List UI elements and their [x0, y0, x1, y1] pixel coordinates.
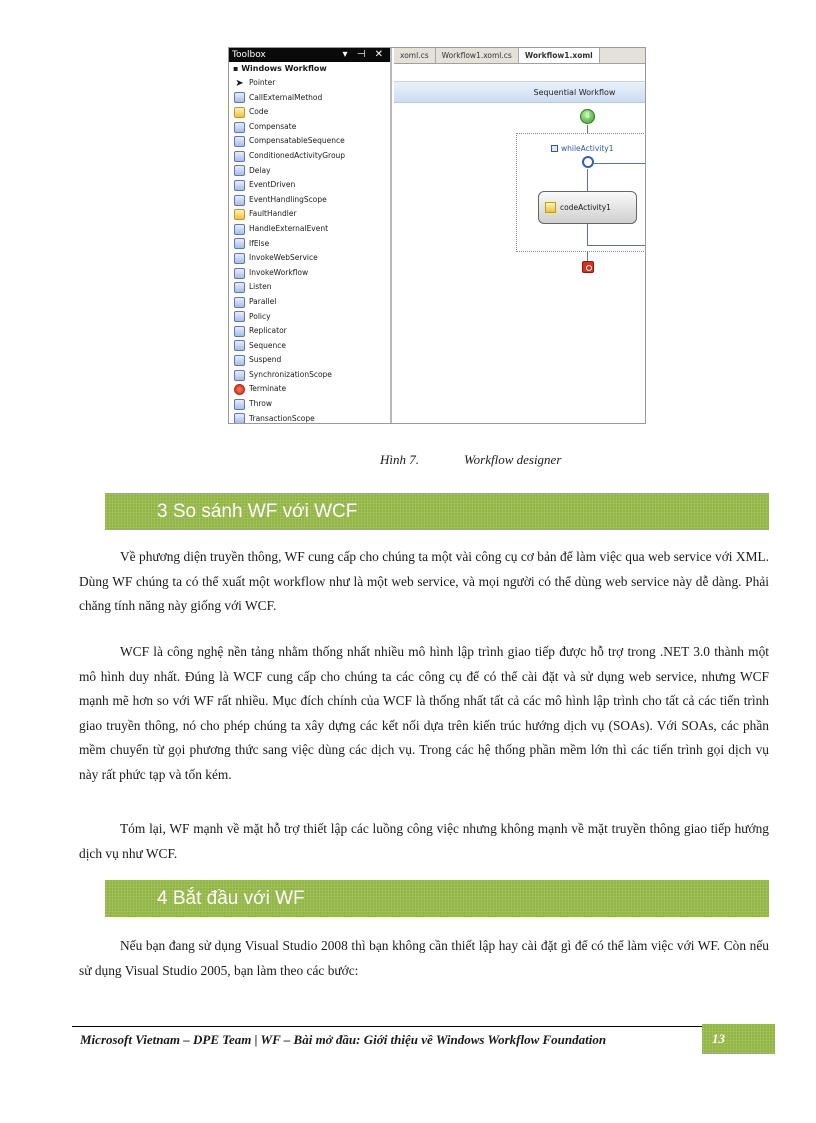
toolbox-item-label: Listen — [249, 282, 272, 292]
toolbox-item[interactable] — [229, 149, 390, 164]
sequential-workflow-header: Sequential Workflow — [394, 81, 645, 103]
document-tabs — [394, 48, 645, 64]
activity-icon — [234, 122, 245, 133]
toolbox-item-label: Terminate — [249, 384, 287, 394]
toolbox-item-label: Sequence — [249, 340, 286, 350]
toolbox-item[interactable] — [229, 266, 390, 281]
section-3-paragraph-2: WCF là công nghệ nền tảng nhằm thống nhất nhiều mô hình lập trình giao tiếp được hỗ trợ trong .NET 3.0 thành một mô hình duy nhất. Đúng là WCF cung cấp cho chúng ta các công cụ để có thể cài đặt và sử dụng web service, nhưng WCF mạnh mẽ hơn so với WF rất nhiều. Mục đích chính của WCF là thống nhất tất cả các mô hình lập trình cho tất cả các tiến trình giao truyền thông, nó cho phép chúng ta xây dựng các kết nối dựa trên kiến trúc hướng dịch vụ (SOAs). Với SOAs, các phần mềm chuyển từ gọi phương thức sang việc dùng các dịch vụ. Trong các hệ thống phần mềm lớn thì các tiến trình gọi dịch vụ này rất phức tạp và tốn kém. — [79, 644, 769, 782]
toolbox-item-label: InvokeWorkflow — [249, 267, 309, 277]
toolbox-item[interactable] — [229, 120, 390, 135]
toolbox-item-label: Parallel — [249, 296, 277, 306]
activity-icon — [234, 165, 245, 176]
toolbox-item-list — [229, 76, 390, 424]
toolbox-item[interactable] — [229, 368, 390, 383]
toolbox-group-label: Windows Workflow — [241, 64, 327, 73]
toolbox-item-label: HandleExternalEvent — [249, 223, 329, 233]
footer-text: Microsoft Vietnam – DPE Team | WF – Bài mở đầu: Giới thiệu về Windows Workflow Foundation — [80, 1032, 607, 1047]
pointer-icon: ➤ — [235, 77, 244, 89]
start-workflow-icon: ⇓ — [580, 109, 595, 124]
code-icon — [545, 202, 556, 213]
activity-icon — [234, 238, 245, 249]
toolbox-title-bar — [229, 48, 390, 62]
toolbox-item-label: EventHandlingScope — [249, 194, 327, 204]
toolbox-item[interactable] — [229, 237, 390, 252]
footer-rule — [72, 1026, 702, 1027]
toolbox-item-label: Throw — [249, 399, 272, 409]
activity-icon — [234, 297, 245, 308]
toolbox-item[interactable] — [229, 382, 390, 397]
toolbox-item[interactable] — [229, 105, 390, 120]
activity-icon — [234, 136, 245, 147]
activity-icon — [234, 253, 245, 264]
connector-line — [587, 125, 588, 133]
toolbox-item-label: Compensate — [249, 121, 297, 131]
toolbox-item[interactable] — [229, 222, 390, 237]
toolbox-item-label: ConditionedActivityGroup — [249, 150, 346, 160]
activity-icon — [234, 180, 245, 191]
toolbox-item-label: InvokeWebService — [249, 253, 318, 263]
activity-icon — [234, 340, 245, 351]
activity-icon — [234, 413, 245, 424]
toolbox-item-label: TransactionScope — [249, 413, 315, 423]
toolbox-item[interactable] — [229, 295, 390, 310]
toolbox-panel — [229, 48, 392, 424]
section-3-paragraph-1: Về phương diện truyền thông, WF cung cấp cho chúng ta một vài công cụ cơ bản để làm việc qua web service với XML. Dùng WF chúng ta có thể xuất một workflow như là một web service, và mọi người có thể dùng web service này dễ dàng. Phải chăng tính năng này giống với WCF. — [79, 549, 769, 614]
toolbox-item-label: IfElse — [249, 238, 270, 248]
toolbox-item[interactable] — [229, 251, 390, 266]
activity-icon — [234, 384, 245, 395]
toolbox-item-label: CallExternalMethod — [249, 92, 323, 102]
toolbox-item-label: Suspend — [249, 355, 282, 365]
activity-icon — [234, 107, 245, 118]
activity-icon — [234, 282, 245, 293]
toolbox-item[interactable] — [229, 397, 390, 412]
activity-icon — [234, 209, 245, 220]
section-3-paragraph-3: Tóm lại, WF mạnh về mặt hỗ trợ thiết lập các luồng công việc nhưng không mạnh về mặt truyền thông giao tiếp hướng dịch vụ như WCF. — [79, 821, 769, 861]
code-activity-name: codeActivity1 — [560, 203, 611, 212]
toolbox-item-label: CompensatableSequence — [249, 136, 345, 146]
toolbox-item[interactable] — [229, 353, 390, 368]
toolbox-title: Toolbox — [232, 50, 266, 60]
section-4-paragraph-1: Nếu bạn đang sử dụng Visual Studio 2008 thì bạn không cần thiết lập hay cài đặt gì để có thể làm việc với WF. Còn nếu sử dụng Visual Studio 2005, bạn làm theo các bước: — [79, 938, 769, 978]
toolbox-item[interactable] — [229, 310, 390, 325]
toolbox-item[interactable] — [229, 164, 390, 179]
toolbox-item-label: Policy — [249, 311, 271, 321]
while-activity-label — [551, 144, 614, 153]
workflow-designer-screenshot — [228, 47, 646, 424]
activity-icon — [234, 311, 245, 322]
connector-line — [587, 224, 588, 246]
loop-back-line — [587, 245, 646, 246]
document-tab[interactable]: Workflow1.xoml.cs — [436, 48, 519, 63]
toolbox-item[interactable] — [229, 412, 390, 424]
toolbox-item[interactable] — [229, 207, 390, 222]
activity-icon — [234, 92, 245, 103]
toolbox-item-label: Code — [249, 107, 269, 117]
toolbox-item[interactable] — [229, 339, 390, 354]
activity-icon — [234, 224, 245, 235]
activity-icon — [234, 195, 245, 206]
figure-title: Workflow designer — [464, 452, 562, 467]
activity-icon — [234, 151, 245, 162]
activity-icon — [234, 370, 245, 381]
section-4-heading: 4 Bắt đầu với WF — [105, 880, 769, 917]
designer-canvas — [394, 48, 645, 423]
toolbox-item-label: FaultHandler — [249, 209, 297, 219]
toolbox-item-label: Pointer — [249, 78, 276, 87]
loop-back-line — [594, 163, 646, 164]
toolbox-window-controls: ▾ ⊣ ✕ — [342, 49, 386, 60]
code-activity-shape — [538, 191, 637, 224]
connector-line — [587, 169, 588, 191]
activity-icon — [234, 268, 245, 279]
toolbox-item-label: SynchronizationScope — [249, 369, 332, 379]
figure-caption — [380, 452, 561, 468]
figure-number: Hình 7. — [380, 452, 419, 467]
toolbox-item[interactable] — [229, 76, 390, 91]
document-tab[interactable]: xoml.cs — [394, 48, 436, 63]
toolbox-group-header: ▪ Windows Workflow — [233, 64, 327, 73]
loop-icon — [582, 156, 594, 168]
toolbox-item[interactable] — [229, 91, 390, 106]
collapse-icon — [551, 145, 558, 152]
toolbox-item[interactable] — [229, 324, 390, 339]
toolbox-item-label: Delay — [249, 165, 271, 175]
connector-line — [587, 252, 588, 261]
toolbox-item[interactable] — [229, 193, 390, 208]
end-workflow-icon — [582, 261, 594, 273]
while-activity-name: whileActivity1 — [561, 144, 614, 153]
toolbox-item-label: EventDriven — [249, 180, 296, 190]
activity-icon — [234, 399, 245, 410]
document-tab[interactable]: Workflow1.xoml — [519, 48, 600, 63]
toolbox-item[interactable] — [229, 178, 390, 193]
toolbox-item[interactable] — [229, 280, 390, 295]
toolbox-item-label: Replicator — [249, 326, 287, 336]
toolbox-item[interactable] — [229, 134, 390, 149]
activity-icon — [234, 355, 245, 366]
page-number: 13 — [702, 1024, 775, 1054]
section-3-heading: 3 So sánh WF với WCF — [105, 493, 769, 530]
activity-icon — [234, 326, 245, 337]
